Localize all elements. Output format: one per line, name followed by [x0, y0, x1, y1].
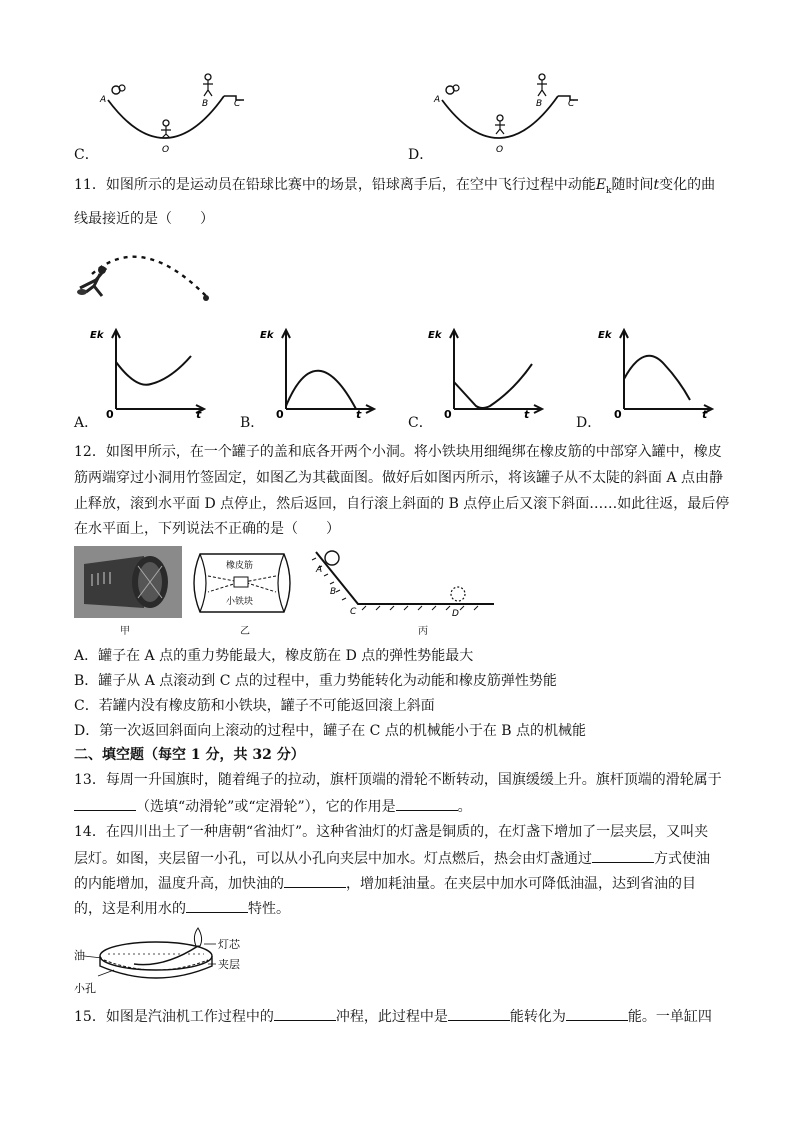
q12-stem-line3: 止释放，滚到水平面 D 点停止，然后返回，自行滚上斜面的 B 点停止后又滚下斜面……如此往返，最后停	[74, 496, 730, 512]
q10-figure-d	[430, 68, 590, 158]
label-d: D	[452, 609, 459, 619]
q10-figure-c	[96, 68, 256, 158]
label-a: A	[316, 565, 323, 575]
label-rubber-band: 橡皮筋	[226, 561, 254, 571]
q11-option-a[interactable]: A．	[74, 415, 99, 431]
ylabel: Ek	[598, 330, 612, 341]
xlabel: t	[524, 408, 530, 419]
q11-option-c[interactable]: C．	[408, 415, 433, 431]
label-a: A	[100, 95, 107, 105]
q11-option-d[interactable]: D．	[576, 415, 602, 431]
answer-blank[interactable]	[284, 875, 346, 888]
q12-option-a[interactable]: A．罐子在 A 点的重力势能最大，橡皮筋在 D 点的弹性势能最大	[74, 648, 474, 664]
answer-blank[interactable]	[592, 850, 654, 863]
can-photo-jia	[74, 546, 182, 618]
shot-put-illustration	[72, 236, 222, 306]
answer-blank[interactable]	[74, 798, 136, 811]
ylabel: Ek	[90, 330, 104, 341]
can-cross-section-yi	[188, 548, 298, 618]
q11-graph-a[interactable]	[86, 324, 206, 419]
caption-jia: 甲	[120, 626, 130, 637]
answer-blank[interactable]	[274, 1008, 336, 1021]
answer-blank[interactable]	[566, 1008, 628, 1021]
origin: 0	[276, 408, 284, 419]
label-b: B	[536, 99, 543, 109]
q12-stem-line4: 在水平面上，下列说法不正确的是（ ）	[74, 521, 340, 537]
q11-graph-c[interactable]	[424, 324, 544, 419]
label-o: O	[162, 145, 170, 155]
label-hole: 小孔	[74, 982, 96, 995]
answer-blank[interactable]	[448, 1008, 510, 1021]
q13-stem-line1: 13．每周一升国旗时，随着绳子的拉动，旗杆顶端的滑轮不断转动，国旗缓缓上升。旗杆顶端的滑轮属于	[74, 772, 722, 788]
q12-option-c[interactable]: C．若罐内没有橡皮筋和小铁块，罐子不可能返回滚上斜面	[74, 698, 435, 714]
label-c: C	[350, 607, 357, 617]
label-b: B	[330, 587, 337, 597]
ylabel: Ek	[260, 330, 274, 341]
label-c: C	[568, 99, 575, 109]
q11-stem-line1: 11．如图所示的是运动员在铅球比赛中的场景，铅球离手后，在空中飞行过程中动能$E_k$随时间t变化的曲	[74, 177, 716, 196]
q13-stem-line2: （选填“动滑轮”或“定滑轮”），它的作用是 。	[74, 798, 472, 815]
label-c: C	[234, 99, 241, 109]
q12-option-d[interactable]: D．第一次返回斜面向上滚动的过程中，罐子在 C 点的机械能小于在 B 点的机械能	[74, 723, 587, 739]
q14-stem-line1: 14．在四川出土了一种唐朝“省油灯”。这种省油灯的灯盏是铜质的，在灯盏下增加了一层夹层，又叫夹	[74, 824, 709, 840]
q11-graph-d[interactable]	[594, 324, 714, 419]
xlabel: t	[196, 408, 202, 419]
caption-bing: 丙	[418, 626, 428, 637]
origin: 0	[444, 408, 452, 419]
q14-stem-line3: 的内能增加，温度升高，加快油的 ，增加耗油量。在夹层中加水可降低油温，达到省油的目	[74, 876, 696, 892]
q11-stem-line2: 线最接近的是（ ）	[74, 211, 214, 227]
label-wick: 灯芯	[218, 938, 240, 951]
label-layer: 夹层	[218, 958, 240, 971]
q12-option-b[interactable]: B．罐子从 A 点滚动到 C 点的过程中，重力势能转化为动能和橡皮筋弹性势能	[74, 673, 557, 689]
q10-option-d[interactable]: D．	[408, 147, 434, 163]
answer-blank[interactable]	[186, 900, 248, 913]
label-iron-block: 小铁块	[226, 597, 254, 607]
origin: 0	[614, 408, 622, 419]
caption-yi: 乙	[240, 626, 250, 637]
q14-stem-line2: 层灯。如图，夹层留一小孔，可以从小孔向夹层中加水。灯点燃后，热会由灯盏通过 方式使油	[74, 851, 710, 867]
xlabel: t	[702, 408, 708, 419]
label-o: O	[496, 145, 504, 155]
answer-blank[interactable]	[396, 798, 458, 811]
q15-stem-line1: 15．如图是汽油机工作过程中的 冲程，此过程中是 能转化为 能。一单缸四	[74, 1009, 712, 1025]
oil-lamp-figure	[74, 924, 274, 996]
q12-stem-line1: 12．如图甲所示，在一个罐子的盖和底各开两个小洞。将小铁块用细绳绑在橡皮筋的中部穿入罐中，橡皮	[74, 444, 722, 460]
q10-option-c[interactable]: C．	[74, 147, 99, 163]
q14-stem-line4: 的，这是利用水的 特性。	[74, 901, 290, 917]
q11-option-b[interactable]: B．	[240, 415, 265, 431]
q12-stem-line2: 筋两端穿过小洞用竹签固定，如图乙为其截面图。做好后如图丙所示，将该罐子从不太陡的斜面 A 点由静	[74, 470, 724, 486]
label-a: A	[434, 95, 441, 105]
q11-graph-b[interactable]	[256, 324, 376, 419]
ylabel: Ek	[428, 330, 442, 341]
label-oil: 油	[74, 949, 85, 962]
slope-diagram-bing	[310, 548, 496, 620]
xlabel: t	[356, 408, 362, 419]
label-b: B	[202, 99, 209, 109]
section-heading: 二、填空题（每空 1 分，共 32 分）	[74, 747, 305, 763]
origin: 0	[106, 408, 114, 419]
